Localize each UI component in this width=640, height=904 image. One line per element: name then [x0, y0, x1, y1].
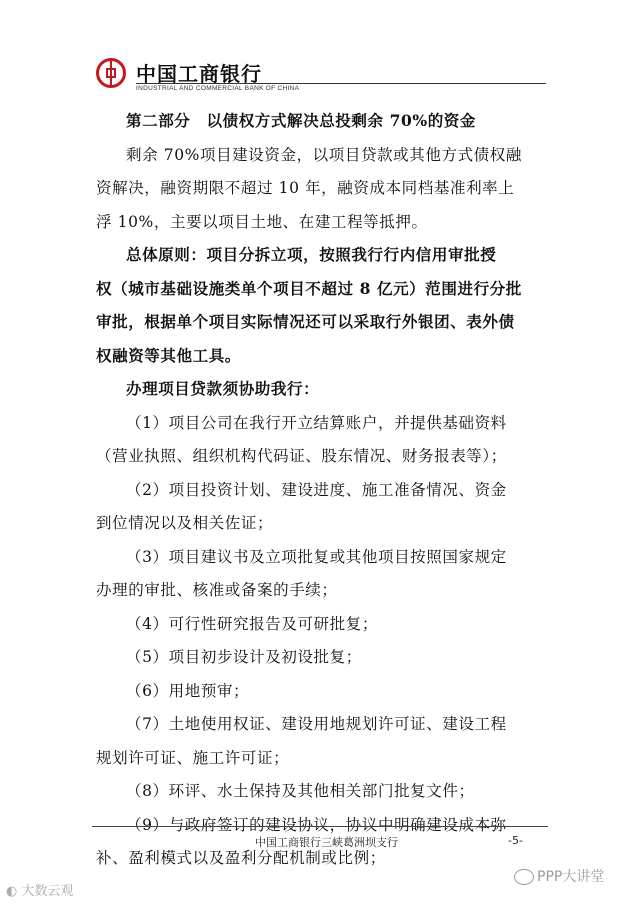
paragraph-line: （营业执照、组织机构代码证、股东情况、财务报表等）； — [96, 447, 507, 465]
paragraph-line: （8）环评、水土保持及其他相关部门批复文件； — [126, 782, 475, 800]
paragraph-line: （9）与政府签订的建设协议，协议中明确建设成本弥 — [126, 815, 507, 834]
page-number: -5- — [508, 834, 523, 847]
paragraph-line: （5）项目初步设计及初设批复； — [126, 648, 362, 666]
paragraph-line: 浮 10%，主要以项目土地、在建工程等抵押。 — [96, 212, 428, 231]
watermark-left: ◐ 大数云观 — [6, 884, 74, 899]
paragraph-line: 办理的审批、核准或备案的手续； — [96, 581, 338, 599]
icbc-logo-icon — [96, 58, 126, 88]
paragraph-line: （7）土地使用权证、建设用地规划许可证、建设工程 — [126, 715, 507, 733]
watermark-right: PPP大讲堂 — [514, 866, 604, 886]
paragraph-line: （3）项目建议书及立项批复或其他项目按照国家规定 — [126, 547, 507, 566]
footer-divider — [92, 826, 548, 827]
paragraph-line: 权（城市基础设施类单个项目不超过 8 亿元）范围进行分批 — [96, 278, 522, 298]
wechat-icon — [514, 869, 534, 885]
bank-name-en: INDUSTRIAL AND COMMERCIAL BANK OF CHINA — [136, 85, 300, 92]
paragraph-line: 总体原则：项目分拆立项，按照我行行内信用审批授 — [126, 245, 497, 264]
paragraph-line: （2）项目投资计划、建设进度、施工准备情况、资金 — [126, 480, 507, 499]
paragraph-line: 第二部分 以债权方式解决总投剩余 70%的资金 — [126, 111, 476, 130]
paragraph-line: （4）可行性研究报告及可研批复； — [126, 614, 378, 633]
footer-branch: 中国工商银行三峡葛洲坝支行 — [255, 836, 398, 849]
bank-name-cn: 中国工商银行 — [136, 62, 262, 86]
paragraph-line: 审批，根据单个项目实际情况还可以采取行外银团、表外债 — [96, 312, 515, 331]
paragraph-line: 到位情况以及相关佐证； — [96, 514, 274, 532]
paragraph-line: 资解决，融资期限不超过 10 年，融资成本同档基准利率上 — [96, 179, 515, 197]
weibo-icon: ◐ — [6, 884, 22, 899]
paragraph-line: （1）项目公司在我行开立结算账户，并提供基础资料 — [126, 413, 507, 432]
paragraph-line: 权融资等其他工具。 — [96, 345, 241, 365]
paragraph-line: 规划许可证、施工许可证； — [96, 748, 290, 767]
paragraph-line: （6）用地预审； — [126, 681, 250, 700]
paragraph-line: 剩余 70%项目建设资金，以项目贷款或其他方式债权融 — [126, 145, 522, 164]
paragraph-line: 办理项目贷款须协助我行： — [126, 379, 320, 398]
document-header — [96, 58, 546, 98]
header-divider — [136, 83, 546, 84]
paragraph-line: 补、盈利模式以及盈利分配机制或比例； — [96, 849, 386, 867]
